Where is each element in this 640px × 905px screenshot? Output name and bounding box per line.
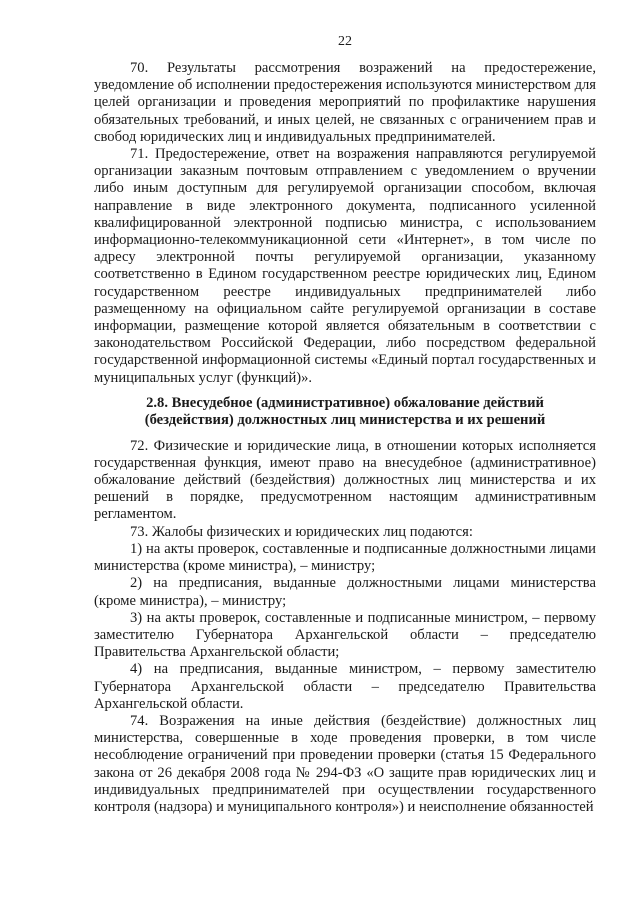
paragraph-72: 72. Физические и юридические лица, в отношении которых исполняется государственная функция, имеют право на внесудебное (административное) обжалование действий (бездействия) должностных лиц министерства и их решений в порядке, предусмотренном настоящим административным регламентом. [94, 437, 596, 523]
page-number: 22 [338, 34, 352, 49]
list-item-2: 2) на предписания, выданные должностными лицами министерства (кроме министра), – министру; [94, 575, 596, 609]
paragraph-70: 70. Результаты рассмотрения возражений на предостережение, уведомление об исполнении предостережения используются министерством для целей организации и проведения мероприятий по профилактике нарушения обязательных требований, и иных целей, не связанных с ограничением прав и свобод юридических лиц и индивидуальных предпринимателей. [94, 60, 596, 145]
list-item-1: 1) на акты проверок, составленные и подписанные должностными лицами министерства (кроме министра), – министру; [94, 540, 596, 575]
document-page [94, 34, 596, 816]
section-heading-line-1: 2.8. Внесудебное (административное) обжалование действий [146, 394, 544, 411]
paragraph-71: 71. Предостережение, ответ на возражения направляются регулируемой организации заказным почтовым отправлением с уведомлением о вручении либо иным доступным для регулируемой организации способом, включая направление в виде электронного документа, подписанного усиленной квалифицированной электронной подписью министра, с использованием информационно-телекоммуникационной сети «Интернет», в том числе по адресу электронной почты регулируемой организации, указанному соответственно в Едином государственном реестре юридических лиц, Едином государственном реестре индивидуальных предпринимателей либо размещенному на официальном сайте регулируемой организации в составе информации, размещение которой является обязательным в соответствии с законодательством Российской Федерации, либо посредством федеральной государственной информационной системы «Единый портал государственных и муниципальных услуг (функций)». [94, 146, 596, 386]
paragraph-74: 74. Возражения на иные действия (бездействие) должностных лиц министерства, совершенные в ходе проведения проверки, в том числе несоблюдение ограничений при проведении проверки (статья 15 Федерального закона от 26 декабря 2008 года № 294-ФЗ «О защите прав юридических лиц и индивидуальных предпринимателей при осуществлении государственного контроля (надзора) и муниципального контроля») и неисполнение обязанностей [94, 712, 596, 815]
paragraph-73: 73. Жалобы физических и юридических лиц подаются: [130, 523, 473, 540]
section-heading-line-2: (бездействия) должностных лиц министерства и их решений [144, 412, 546, 429]
list-item-3: 3) на акты проверок, составленные и подписанные министром, – первому заместителю Губернатора Архангельской области – председателю Правительства Архангельской области; [94, 609, 596, 661]
section-heading [94, 395, 596, 430]
list-item-4: 4) на предписания, выданные министром, – первому заместителю Губернатора Архангельской области – председателю Правительства Архангельской области. [94, 661, 596, 712]
